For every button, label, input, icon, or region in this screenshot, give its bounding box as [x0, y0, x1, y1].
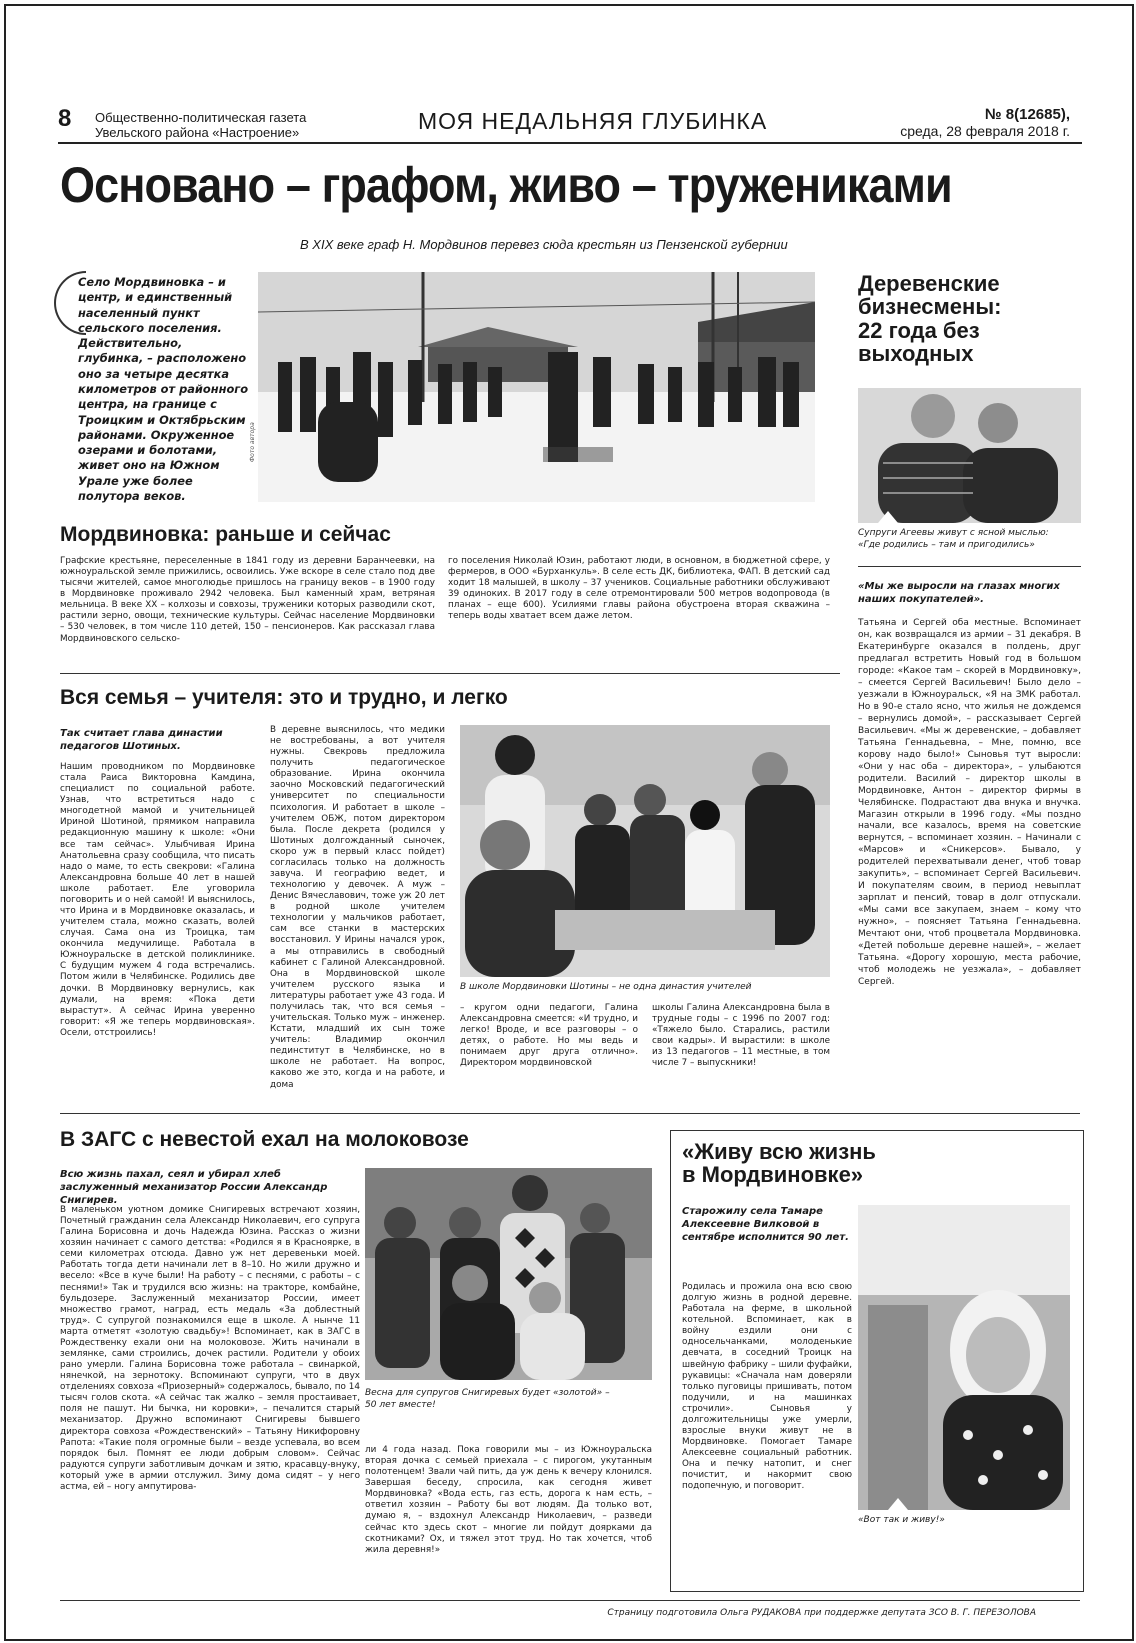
sidebar2-title-line1: «Живу всю жизнь	[682, 1139, 876, 1164]
page-number: 8	[58, 105, 72, 132]
sidebar1-title-line2: бизнесмены:	[858, 294, 1002, 320]
sidebar1-lead: «Мы же выросли на глазах многих наших покупателей».	[858, 581, 1060, 605]
sidebar1-title	[858, 272, 1088, 365]
publication-line2: Увельского района «Настроение»	[95, 124, 300, 140]
article3-caption-line1: Весна для супругов Снигиревых будет «золотой» –	[365, 1388, 610, 1398]
elder-woman-photo	[858, 1205, 1070, 1510]
article1-rule	[60, 673, 840, 674]
article2-col2: В деревне выяснилось, что медики не востребованы, а вот учителя нужны. Свекровь предложила получить педагогическое образование. Ирина окончила заочно Московский педагогический университет по специальности психология. И работает в школе – учителем ОБЖ, потом директором была. После декрета (родился у Шотиных долгожданный сыночек, скоро уж в первый класс пойдет) согласилась только на должность завуча. И географию ведет, и технологию у девочек. А муж – Денис Вячеславович, тоже уж 20 лет в родной школе учителем технологии у мальчиков работает, сам все станки в мастерских восстановил. У Ирины начался урок, а мы отправились в свободный кабинет с Галиной Александровной. Она в Мордвиновской школе учителем русского языка и литературы работает уже 43 года. И получилась так, что вся семья – учительская. Только муж – инженер. Кстати, младший их сын тоже учитель: Владимир окончил пединститут в Челябинске, но в школе не работает. На вопрос, каково же это, когда и на работе, и дома	[270, 725, 445, 1090]
publication-line1: Общественно-политическая газета	[95, 110, 307, 125]
subheadline: В XIX веке граф Н. Мордвинов перевез сюда крестьян из Пензенской губернии	[300, 237, 788, 252]
lead-text: Село Мордвиновка – и центр, и единственный населенный пункт сельского поселения. Действительно, глубинка, – расположено оно за четыре десятка километров от районного центра, на границе с Троицким и Октябрьским районами. Окруженное озерами и болотами, живет оно на Южном Урале уже более полутора веков.	[78, 275, 249, 503]
article2-photo-caption: В школе Мордвиновки Шотины – не одна династия учителей	[460, 982, 752, 992]
article1-title: Мордвиновка: раньше и сейчас	[60, 523, 391, 546]
article2-col1: Нашим проводником по Мордвиновке стала Раиса Викторовна Камдина, специалист по социальной работе. Узнав, что встретиться надо с многодетной мамой и учительницей Ириной Шотиной, прямиком направила редакционную машину к школе: «Они все там сейчас». Улыбчивая Ирина Анатольевна сразу сообщила, что писать надо о маме, то есть свекрови: «Галина Александровна больше 40 лет в нашей школе работает. Еле уговорила поговорить и о ней самой! И выяснилось, что Ирина и в Мордвиновке оказалась, и учителем стала, можно сказать, волей случая. Сама она из Троицка, там окончила медучилище. Работала в Южноуральске в детской поликлинике. С будущим мужем 4 года встречались. Потом жили в Челябинске. Родились две дочки. В Мордвиновку вернулись, как думали, на время: «Пока дети вырастут». А сейчас Ирина уверенно говорит: «Я же теперь мордвиновская». Осели, отстроились!	[60, 762, 255, 1038]
header-rule	[58, 142, 1082, 144]
article2-col3: – кругом одни педагоги, Галина Александровна смеется: «И трудно, и легко! Вроде, и все разговоры – о детях, о работе. Но мы ведь и понимаем друг друга отлично». Директором мордвиновской	[460, 1003, 638, 1069]
section-title: МОЯ НЕДАЛЬНЯЯ ГЛУБИНКА	[418, 108, 768, 134]
article3-lead: Всю жизнь пахал, сеял и убирал хлеб заслуженный механизатор России Александр Снигирев.	[60, 1169, 328, 1206]
sidebar2-title-line2: в Мордвиновке»	[682, 1162, 864, 1188]
article3-title: В ЗАГС с невестой ехал на молоковозе	[60, 1128, 469, 1151]
village-street-photo	[249, 272, 815, 502]
article3-col2: ли 4 года назад. Пока говорили мы – из Южноуральска вторая дочка с семьей приехала – с пирогом, укутанным полотенцем! Звали чай пить, да уж день к вечеру клонился. Завершая беседу, спросила, как сегодня живет Мордвиновка? «Вода есть, газ есть, дорога к нам есть, – ответил хозяин – Работу бы вот людям. Да только вот, думаю я, – вздохнул Александр Николаевич, – разведи сейчас кто здесь скот – многие ли пойдут доярками да скотниками? Ох, и тяжел этот труд. Но так хочется, чтоб жила деревня!»	[365, 1445, 652, 1555]
teachers-photo	[460, 725, 830, 977]
lead-paragraph	[60, 275, 250, 504]
article3-col1: В маленьком уютном домике Снигиревых встречают хозяин, Почетный гражданин села Александр Николаевич, его супруга Галина Борисовна и дочь Надежда Юзина. Рассказ о жизни хозяин начинает с самого детства: «Родился я в Красноярке, в семи километрах отсюда. Давно уж нет деревеньки моей. Работать тогда дети начинали лет в 8–10. Но жили дружно и весело: «Все в куче были! На работу – с песнями, с работы – с песнями!» Так и трудился всю жизнь: на тракторе, комбайне, бульдозере. Заслуженный механизатор России, имеет множество грамот, наград, есть медаль «За доблестный труд». С супругой познакомился еще в школе. А нынче 11 марта отметят «золотую свадьбу»! Вспоминает, как в ЗАГС в Рождественку ехали они на молоковозе. Жить начинали в землянке, сами строились, дочек растили. Родители у обоих рано умерли. Галина Борисовна тоже работала – свинаркой, нянечкой, на зернотоку. Вспоминают супруги, что в двух отделениях совхоза «Приозерный» содержалось, бывало, по 14 тысяч голов скота. «А сейчас так жалко – земля простаивает, поля не пашут. Ни бычка, ни коровки», – печалится старый механизатор. Дружно вспоминают Снигиревы бывшего директора совхоза «Рождественский» – Татьяну Никифоровну Рапота: «Такие поля огромные были – везде успевала, во всем порядок был. Помнят ее люди добрым словом». Сейчас радуются супруги заботливым дочкам и зятю, красавцу-внуку, который уже в армии отслужил. Зиму дома сидят – у него астма, ей – ногу ампутирова-	[60, 1205, 360, 1492]
sidebar2-caption: «Вот так и живу!»	[858, 1515, 945, 1525]
issue-info	[900, 106, 1070, 139]
issue-number: № 8(12685),	[984, 106, 1070, 123]
article3-photo-caption	[365, 1387, 652, 1411]
article2-rule	[60, 1113, 1080, 1114]
article2-lead: Так считает глава династии педагогов Шотиных.	[60, 728, 223, 752]
sidebar1-title-line3: 22 года без	[858, 317, 980, 343]
photo-credit: Фото автора	[249, 422, 256, 462]
sidebar1-title-line1: Деревенские	[858, 271, 1000, 296]
caption-pointer-2	[888, 1498, 908, 1510]
article2-title: Вся семья – учителя: это и трудно, и легко	[60, 686, 508, 709]
sidebar2-text: Родилась и прожила она всю свою долгую жизнь в родной деревне. Работала на ферме, в школьной котельной. Вспоминает, как в войну ездили они с односельчанками, молоденькие девчата, в соседний Троицк на швейную фабрику – шили фуфайки, рукавицы: «Сначала нам доверяли только пуговицы пришивать, потом подучили, и на машинках строчили». Сыновья у долгожительницы уже умерли, взрослые внуки живут не в Мордвиновке. Помогает Тамаре Алексеевне социальный работник. Она и печку натопит, и снег почистит, и накормит свою подопечную, и поговорит.	[682, 1282, 852, 1492]
sidebar1-caption	[858, 528, 1081, 551]
sidebar1-rule	[858, 566, 1081, 567]
sidebar2-title	[682, 1140, 882, 1187]
article2-col4: школы Галина Александровна была в трудные годы – с 1996 по 2007 год: «Тяжело было. Старались, растили свои кадры». И вырастили: в школе из 13 педагогов – 11 местные, в том числе 7 – выпускники!	[652, 1003, 830, 1069]
sidebar1-title-line4: выходных	[858, 340, 974, 366]
sidebar1-text: Татьяна и Сергей оба местные. Вспоминает он, как возвращался из армии – 31 декабря. В Екатеринбурге оказался в полдень, друг предлагал встретить Новый год в большом городе: «Какое там – скорей в Мордвиновку», – смеется Сергей Васильевич! Было дело – уезжали в Южноуральск, «Я на ЗМК работал. Но в 90-е стало ясно, что жилья не дождемся – вернулись домой», – рассказывает Сергей Васильевич. «Мы ж деревенские, – добавляет Татьяна Геннадьевна, – Мне, помню, все корову надо было!» Сыновья тут выросли: «Они у нас оба – директора», – улыбаются родители. Василий – директор школы в Мордвиновке, Антон – директор фирмы в Челябинске. Подрастают два внука и внучка. Магазин открыли в 1996 году. «Мы поздно начали, все казалось, время на советские вернутся, – вспоминает хозяин. – Начинали с «Марсов» и «Сникерсов». Бывало, у родителей перехватывали денег, чтоб товар закупить», – вспоминает Сергей Васильевич. И покупателям своим, в период невыплат зарплат и пенсий, товар в долг отпускали. «Мы сами все закупаем, знаем – кому что нужно», – поясняет Татьяна Геннадьевна. Мечтают они, чтоб процветала Мордвиновка. «Детей побольше деревне нашей», – желает Татьяна. «Дорогу хорошую, места рабочие, чтоб молодежь не уезжала», – добавляет Сергей.	[858, 618, 1081, 988]
ageev-couple-photo	[858, 388, 1081, 523]
article3-caption-line2: 50 лет вместе!	[365, 1400, 436, 1411]
publication-name	[95, 111, 355, 140]
footer-rule	[60, 1600, 1080, 1601]
article1-col1: Графские крестьяне, переселенные в 1841 году из деревни Баранчеевки, на южноуральской земле прижились, освоились. Уже вскоре в селе стало под две тысячи жителей, самое многолюдье пришлось на границу веков – в 1900 году в Мордвиновке проживало 2942 человека. Был каменный храм, ветряная мельница. В веке XX – колхозы и совхозы, труженики которых разводили скот, растили зерно, овощи, технические культуры. Сейчас население Мордвиновки – 530 человек, в том числе 110 детей, 150 – пенсионеров. Как рассказал глава Мордвиновского сельско-	[60, 556, 435, 644]
sidebar1-caption-line1: Супруги Агеевы живут с ясной мыслью:	[858, 528, 1049, 538]
sidebar1-caption-line2: «Где родились – там и пригодились»	[858, 539, 1035, 550]
issue-date: среда, 28 февраля 2018 г.	[900, 123, 1070, 140]
main-headline: Основано – графом, живо – тружениками	[60, 157, 952, 213]
sidebar2-lead: Старожилу села Тамаре Алексеевне Вилковой в сентябре исполнится 90 лет.	[682, 1206, 849, 1243]
article1-col2: го поселения Николай Юзин, работают люди, в основном, в бюджетной сфере, у фермеров, в ООО «Бурханкуль». В селе есть ДК, библиотека, ФАП. В детский сад ходит 18 малышей, в школу – 37 учеников. Социальные работники обслуживают 39 одиноких. В 2017 году в селе отремонтировали 500 метров водопровода (в планах – еще 600). Усилиями главы района обустроена вторая скважина – теперь воды хватает всем даже летом.	[448, 556, 830, 622]
snigirev-family-photo	[365, 1168, 652, 1380]
caption-pointer	[878, 511, 898, 523]
page-footer: Страницу подготовила Ольга РУДАКОВА при поддержке депутата ЗСО В. Г. ПЕРЕЗОЛОВА	[607, 1608, 1036, 1618]
